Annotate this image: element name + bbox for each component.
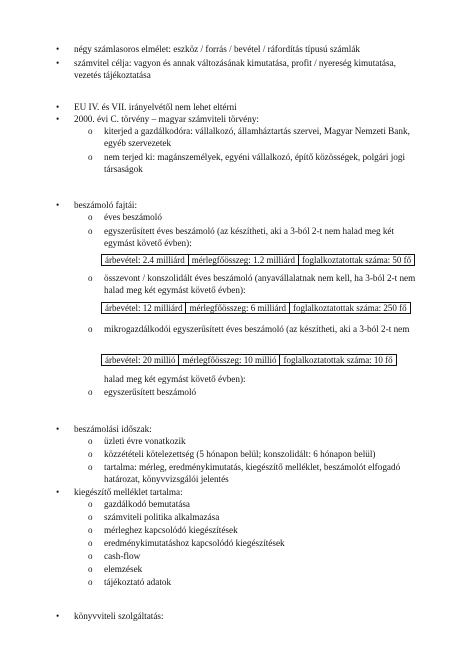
bullet-icon: • bbox=[56, 58, 60, 68]
sub-bullet-icon: o bbox=[88, 324, 93, 334]
table-cell: árbevétel: 20 millió bbox=[102, 355, 179, 366]
text-line: éves beszámoló bbox=[104, 212, 162, 222]
sub-bullet-icon: o bbox=[88, 564, 93, 574]
list-item: elemzések bbox=[104, 564, 143, 574]
table-cell: mérlegfőösszeg: 6 milliárd bbox=[186, 303, 289, 314]
sub-bullet-icon: o bbox=[88, 449, 93, 459]
text-line: EU IV. és VII. irányelvétől nem lehet eltérni bbox=[74, 102, 237, 112]
table-cell: mérlegfőösszeg: 10 millió bbox=[179, 355, 280, 366]
sub-bullet-icon: o bbox=[88, 538, 93, 548]
list-item: gazdálkodó bemutatása bbox=[104, 499, 190, 509]
sub-bullet-icon: o bbox=[88, 577, 93, 587]
text-line: nem terjed ki: magánszemélyek, egyéni vállalkozó, építő közösségek, polgári jogi bbox=[104, 152, 406, 162]
sub-bullet-icon: o bbox=[88, 512, 93, 522]
threshold-table-2 bbox=[101, 302, 411, 314]
list-item: cash-flow bbox=[104, 551, 141, 561]
text-line: tartalma: mérleg, eredménykimutatás, kiegészítő melléklet, beszámolót elfogadó bbox=[104, 462, 401, 472]
table-cell: foglalkoztatottak száma: 250 fő bbox=[289, 303, 410, 314]
text-line: kiterjed a gazdálkodóra: vállalkozó, államháztartás szervei, Magyar Nemzeti Bank, bbox=[104, 126, 410, 136]
bullet-icon: • bbox=[56, 424, 60, 434]
list-item: mérleghez kapcsolódó kiegészítések bbox=[104, 525, 238, 535]
text-line: számvitel célja: vagyon és annak változásának kimutatása, profit / nyereség kimutatása, bbox=[74, 58, 396, 68]
text-line: 2000. évi C. törvény – magyar számviteli törvény: bbox=[74, 114, 259, 124]
text-line: társaságok bbox=[104, 164, 143, 174]
list-item: eredménykimutatáshoz kapcsolódó kiegészítések bbox=[104, 538, 285, 548]
table-cell: árbevétel: 12 milliárd bbox=[102, 303, 186, 314]
threshold-table-3 bbox=[101, 354, 397, 366]
section-title: könyvviteli szolgáltatás: bbox=[74, 611, 164, 621]
text-line: egymást követő évben): bbox=[104, 238, 192, 248]
sub-bullet-icon: o bbox=[88, 387, 93, 397]
table-cell: mérlegfőösszeg: 1.2 milliárd bbox=[188, 255, 298, 266]
table-cell: foglalkoztatottak száma: 10 fő bbox=[280, 355, 396, 366]
text-line: határozat, könyvvizsgálói jelentés bbox=[104, 474, 229, 484]
sub-bullet-icon: o bbox=[88, 551, 93, 561]
bullet-icon: • bbox=[56, 200, 60, 210]
sub-bullet-icon: o bbox=[88, 212, 93, 222]
sub-bullet-icon: o bbox=[88, 126, 93, 136]
text-line: egyszerűsített éves beszámoló (az készítheti, aki a 3-ból 2-t nem halad meg két bbox=[104, 226, 395, 236]
text-line: halad meg két egymást követő évben): bbox=[104, 285, 246, 295]
bullet-icon: • bbox=[56, 487, 60, 497]
bullet-icon: • bbox=[56, 102, 60, 112]
text-line: vezetés tájékoztatása bbox=[74, 70, 151, 80]
text-line: négy számlasoros elmélet: eszköz / forrás / bevétel / ráfordítás típusú számlák bbox=[74, 44, 360, 54]
list-item: számviteli politika alkalmazása bbox=[104, 512, 220, 522]
bullet-icon: • bbox=[56, 611, 60, 621]
bullet-icon: • bbox=[56, 114, 60, 124]
sub-bullet-icon: o bbox=[88, 525, 93, 535]
text-line: közzétételi kötelezettség (5 hónapon belül; konszolidált: 6 hónapon belül) bbox=[104, 449, 376, 459]
text-line: mikrogazdálkodói egyszerűsített éves beszámoló (az készítheti, aki a 3-ból 2-t nem bbox=[104, 324, 410, 334]
section-title: beszámoló fajtái: bbox=[74, 200, 138, 210]
threshold-table-1 bbox=[101, 254, 415, 266]
section-title: beszámolási időszak: bbox=[74, 424, 152, 434]
table-cell: foglalkoztatottak száma: 50 fő bbox=[298, 255, 414, 266]
sub-bullet-icon: o bbox=[88, 273, 93, 283]
sub-bullet-icon: o bbox=[88, 226, 93, 236]
bullet-icon: • bbox=[56, 44, 60, 54]
table-cell: árbevétel: 2.4 milliárd bbox=[102, 255, 189, 266]
section-title: kiegészítő melléklet tartalma: bbox=[74, 487, 183, 497]
text-line: összevont / konszolidált éves beszámoló (anyavállalatnak nem kell, ha 3-ból 2-t nem bbox=[104, 273, 416, 283]
text-line: üzleti évre vonatkozik bbox=[104, 436, 186, 446]
list-item: tájékoztató adatok bbox=[104, 577, 172, 587]
text-line: egyszerűsített beszámoló bbox=[104, 387, 197, 397]
sub-bullet-icon: o bbox=[88, 462, 93, 472]
sub-bullet-icon: o bbox=[88, 152, 93, 162]
sub-bullet-icon: o bbox=[88, 436, 93, 446]
text-line: halad meg két egymást követő évben): bbox=[104, 374, 246, 384]
sub-bullet-icon: o bbox=[88, 499, 93, 509]
text-line: egyéb szervezetek bbox=[104, 138, 172, 148]
